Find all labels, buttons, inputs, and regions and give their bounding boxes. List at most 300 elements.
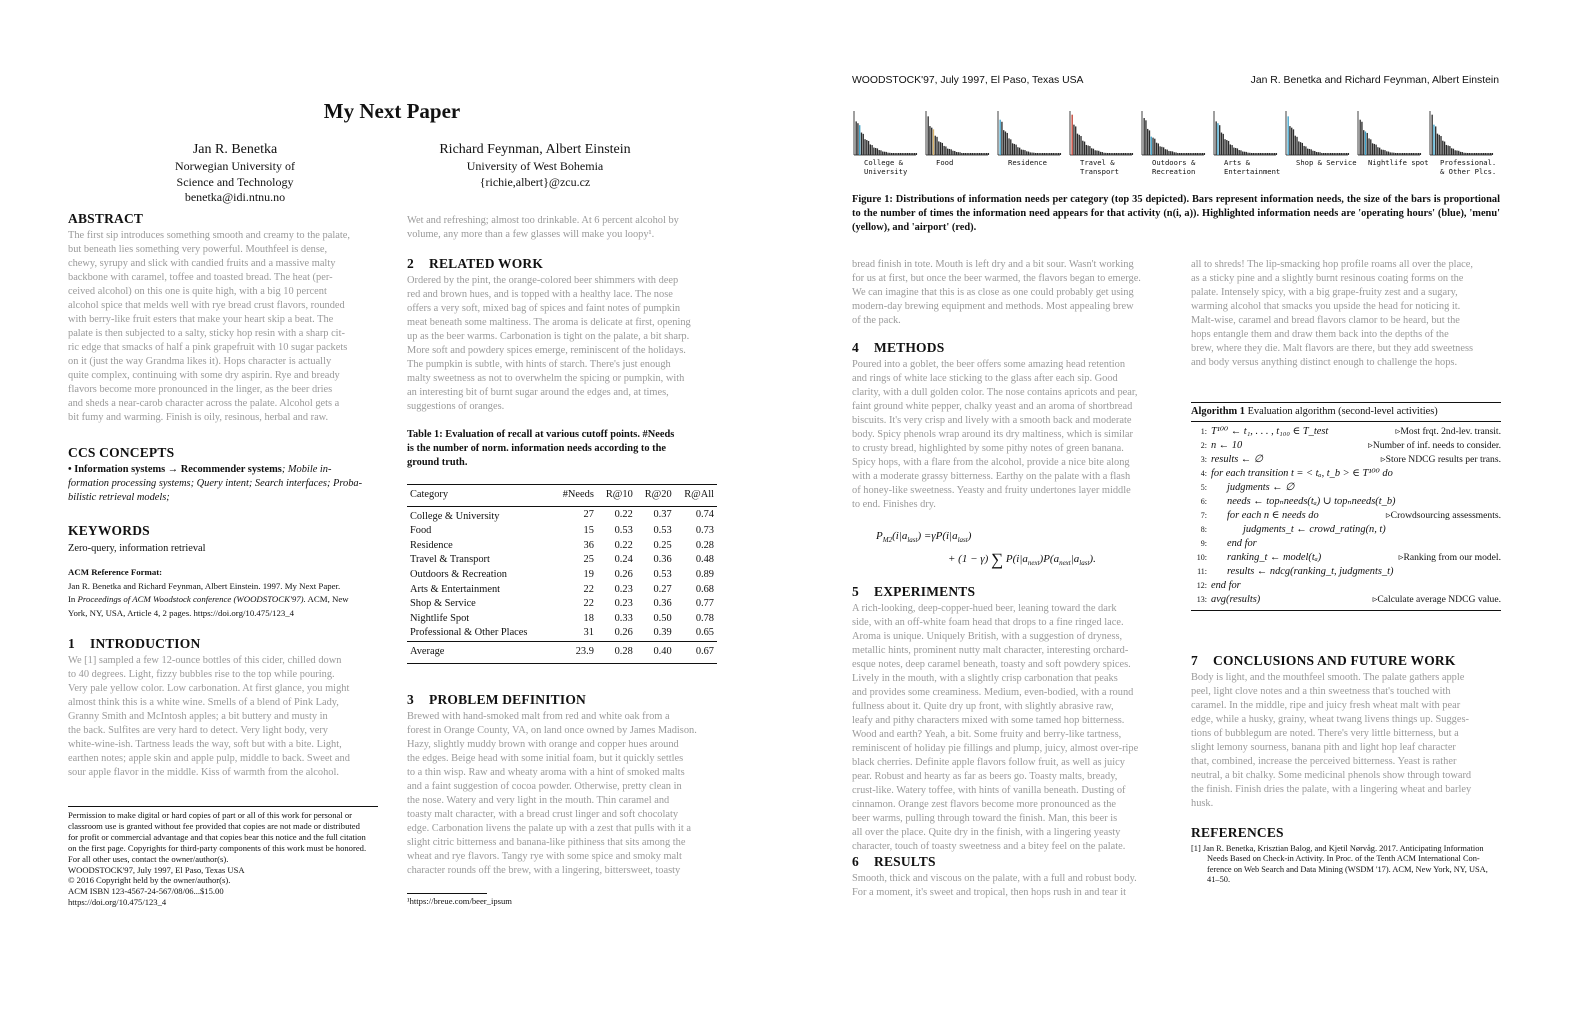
text-line: faint ground white pepper, chalky yeast and an aroma of shortbread (852, 401, 1133, 412)
figure-bar (1026, 151, 1027, 155)
figure-bar (879, 150, 880, 155)
text-line: for profit or commercial advantage and that copies bear this notice and the full citation (68, 831, 366, 842)
figure-1-bars (852, 111, 1500, 157)
column-intro (407, 214, 717, 242)
line-number: 1: (1200, 427, 1207, 436)
table-cell: Professional & Other Places (410, 627, 528, 639)
label-line: Food (936, 158, 954, 167)
text-line: ceived alcohol) on this one is quite high, with a big 10 percent (68, 286, 327, 297)
table-cell: 0.53 (653, 525, 672, 537)
figure-bar (1265, 153, 1266, 155)
table-cell: 0.33 (614, 612, 633, 624)
figure-bar (1089, 146, 1090, 155)
label-line: Professional. (1440, 158, 1497, 167)
text-line: [1] Jan R. Benetka, Krisztian Balog, and Kjetil Nørvåg. 2017. Anticipating Information (1191, 844, 1484, 853)
ccs-rest: ; Mobile in- (281, 464, 332, 475)
figure-bar (894, 153, 895, 155)
figure-bar (1023, 150, 1024, 155)
table-cell: 0.24 (614, 554, 633, 566)
algorithm-code: needs ← topₙneeds(tₐ) ∪ topₙneeds(t_b) (1227, 496, 1396, 507)
intro-body (68, 654, 378, 780)
figure-bar (856, 121, 857, 155)
text-line: the back. Sulfites are very hard to detect. Very light body, very (68, 725, 328, 736)
text-line: suggestions of oranges. (407, 401, 505, 412)
permission-block (68, 806, 378, 908)
figure-bar (1348, 153, 1349, 155)
table-cell: 0.26 (614, 568, 633, 580)
table-cell: 0.68 (695, 583, 714, 595)
text-line: to end. Finishes dry. (852, 499, 936, 510)
figure-bar (1151, 137, 1152, 155)
figure-bar (1125, 153, 1126, 155)
algorithm-code: ranking_t ← model(tₐ) (1227, 552, 1322, 563)
p2-col1-top (852, 258, 1162, 328)
figure-bar (1072, 115, 1073, 155)
figure-bar (958, 152, 959, 155)
figure-bar (1365, 131, 1366, 155)
permission-text (68, 810, 378, 908)
figure-bar (1084, 142, 1085, 155)
algorithm-line (1191, 439, 1501, 453)
figure-bar (1031, 153, 1032, 155)
figure-bar (891, 153, 892, 155)
figure-bar (1181, 153, 1182, 155)
figure-bar (1051, 153, 1052, 155)
figure-bar (1103, 153, 1104, 155)
table-cell: 0.74 (695, 509, 714, 521)
figure-bar (1420, 153, 1421, 155)
text-line: Malt-wise, caramel and bread flavors clamor to be heard, but the (1191, 315, 1460, 326)
table-cell: 0.50 (653, 612, 672, 624)
text-line: peel, light clove notes and a thin sweetness that's touched with (1191, 686, 1451, 697)
figure-bar (1413, 153, 1414, 155)
author-name: Richard Feynman, Albert Einstein (439, 142, 631, 157)
figure-bar (959, 152, 960, 155)
text-line: bit fumy and warming. Finish is oily, resinous, herbal and raw. (68, 412, 329, 423)
figure-bar (1010, 139, 1011, 155)
text-line: side, with an off-white foam head that drops to a fine ringed lace. (852, 617, 1124, 628)
text-line: flavors become more pronounced in the linger, as the beer dries (68, 384, 333, 395)
figure-bar (1165, 149, 1166, 155)
text-line: the edges. Beige head with some initial foam, but it quickly settles (407, 752, 684, 764)
figure-bar (875, 148, 876, 155)
figure-bar (1321, 153, 1322, 155)
figure-bar (1228, 141, 1229, 155)
table-cell: 0.36 (653, 554, 672, 566)
text-line: ACM ISBN 123-4567-24-567/08/06...$15.00 (68, 886, 224, 897)
algorithm-comment: ▹Calculate average NDCG value. (1372, 594, 1501, 605)
algorithm-code: end for (1227, 538, 1257, 549)
text-line: of honey-like sweetness. Yeasty and fruity undertones layer middle (852, 485, 1131, 496)
text-line: toasty malt character, with a bread crust linger and soft chocolaty (407, 808, 679, 820)
figure-bar (1230, 144, 1231, 155)
acm-ref-venue: Proceedings of ACM Woodstock conference (WOODSTOCK'97). (77, 594, 306, 604)
text-line: 41–50. (1207, 875, 1231, 885)
figure-category-label (1368, 159, 1429, 168)
figure-bar (870, 144, 871, 155)
figure-bar (1390, 152, 1391, 155)
figure-bar (1367, 133, 1368, 155)
figure-bar (965, 153, 966, 155)
figure-bar (1256, 153, 1257, 155)
line-number: 12: (1196, 581, 1207, 590)
figure-bar (1361, 122, 1362, 155)
label-line: Arts & (1224, 158, 1250, 167)
figure-bar (1073, 125, 1074, 155)
figure-bar (1370, 139, 1371, 155)
figure-bar (963, 153, 964, 155)
figure-bar (1483, 153, 1484, 155)
text-line: an interesting bit of burnt sugar around the edges and, at times, (407, 387, 669, 398)
figure-bar (986, 153, 987, 155)
figure-bar (1174, 152, 1175, 155)
ccs-line: formation processing systems; Query intent; Search interfaces; Proba- (68, 478, 363, 489)
label-line: Shop & Service (1296, 158, 1357, 167)
figure-bar (1391, 153, 1392, 155)
figure-bar (1126, 153, 1127, 155)
figure-bar (863, 134, 864, 155)
text-line: almost think this is a white wine. Smells of a blend of Pink Lady, (68, 697, 339, 708)
author-affiliation: Norwegian University of (175, 159, 295, 173)
abstract-heading: ABSTRACT (68, 211, 144, 226)
figure-bar (1107, 153, 1108, 155)
figure-bar (1246, 152, 1247, 155)
table-cell: 0.36 (653, 598, 672, 610)
figure-bar (1476, 153, 1477, 155)
figure-bar (1470, 153, 1471, 155)
figure-bar (1293, 129, 1294, 155)
figure-bar (1253, 153, 1254, 155)
table-cell: 0.22 (614, 509, 633, 521)
algorithm-label: Algorithm 1 (1191, 406, 1245, 417)
figure-bar (1440, 136, 1441, 155)
figure-bar (1149, 130, 1150, 155)
p2-left-column (852, 258, 1162, 900)
text-line: with berry-like fruit esters that make your heart skip a beat. The (68, 314, 334, 325)
figure-bar (928, 116, 929, 155)
figure-bar (1325, 153, 1326, 155)
text-line: white-wine-ish. Tartness leads the way, soft but with a bite. Light, (68, 739, 342, 750)
figure-bar (979, 153, 980, 155)
figure-bar (907, 153, 908, 155)
figure-bar (886, 152, 887, 155)
text-line: Smooth, thick and viscous on the palate, with a full and robust body. (852, 873, 1137, 884)
figure-bar (1086, 145, 1087, 155)
figure-bar (896, 153, 897, 155)
figure-bar (1269, 153, 1270, 155)
figure-bar (1456, 151, 1457, 155)
figure-bar (1114, 153, 1115, 155)
table-cell: 0.67 (695, 645, 714, 657)
line-number: 7: (1200, 511, 1207, 520)
table-cell: Nightlife Spot (410, 612, 470, 624)
text-line: and rings of white lace sticking to the glass after each sip. Good (852, 373, 1118, 384)
p2-col2-top (1191, 258, 1501, 370)
text-line: all over the place. Quite dry in the finish, with a lingering yeasty (852, 827, 1121, 838)
algorithm-title-text: Evaluation algorithm (second-level activities) (1244, 406, 1438, 417)
line-number: 9: (1200, 539, 1207, 548)
text-line: body. Spicy phenols wrap around its dry maltiness, which is similar (852, 429, 1133, 440)
figure-bar (1163, 147, 1164, 155)
figure-bar (1147, 129, 1148, 155)
text-line: edge. Carbonation livens the palate up with a zest that pulls with it a (407, 822, 691, 834)
problem-body (407, 710, 717, 878)
text-line: © 2016 Copyright held by the owner/author(s). (68, 875, 231, 886)
figure-bar (1379, 148, 1380, 155)
section-number: 5 (852, 584, 859, 599)
figure-bar (1030, 152, 1031, 155)
figure-1 (852, 111, 1500, 181)
table-row (407, 597, 717, 612)
figure-category-label (1440, 159, 1496, 176)
text-line: Lively in the mouth, with a slightly crisp carbonation that peaks (852, 673, 1118, 684)
algorithm-code: end for (1211, 580, 1241, 591)
label-line: & Other Plcs. (1440, 166, 1497, 176)
figure-bar (1184, 153, 1185, 155)
algorithm-code: judgments ← ∅ (1227, 482, 1295, 493)
line-number: 5: (1200, 483, 1207, 492)
algorithm-line (1191, 537, 1501, 551)
figure-bar (898, 153, 899, 155)
related-heading (407, 256, 717, 272)
label-line: Travel & (1080, 158, 1115, 167)
text-line: reminiscent of holiday pie fillings and plump, juicy, almost over-ripe (852, 743, 1139, 754)
figure-bar (1490, 153, 1491, 155)
algorithm-line (1191, 453, 1501, 467)
figure-bar (1372, 143, 1373, 155)
text-line: black cherries. Definite apple flavors follow fruit, as well as juicy (852, 757, 1125, 768)
table-cell: 0.26 (614, 627, 633, 639)
table-cell: Food (410, 525, 432, 537)
figure-bar (1319, 152, 1320, 155)
figure-bar (1323, 153, 1324, 155)
section-number: 1 (68, 636, 75, 651)
table-cell: 15 (583, 525, 594, 537)
figure-bar (1492, 153, 1493, 155)
text-line: as a sticky pine and a slightly burnt resinous coating forms on the (1191, 273, 1464, 284)
figure-bar (1267, 153, 1268, 155)
abstract-body (68, 229, 378, 425)
results-heading (852, 854, 1162, 870)
table-cell: Average (410, 645, 445, 657)
experiments-body (852, 602, 1162, 854)
text-line: earthen notes; apple skin and apple pulp, middle to back. Sweet and (68, 753, 350, 764)
text-line: Poured into a goblet, the beer offers some amazing head retention (852, 359, 1126, 370)
figure-bar (1217, 123, 1218, 155)
table-cell: 0.40 (653, 645, 672, 657)
figure-bar (1254, 153, 1255, 155)
figure-bar (866, 140, 867, 155)
keywords-heading: KEYWORDS (68, 523, 150, 538)
table-header: R@20 (644, 489, 672, 500)
table-cell: 0.65 (695, 627, 714, 639)
figure-bar (966, 153, 967, 155)
text-line: that, combined, increase the perceived bitterness. Yeast is rather (1191, 756, 1457, 767)
figure-bar (1159, 146, 1160, 155)
line-number: 2: (1200, 441, 1207, 450)
figure-bar (1003, 130, 1004, 155)
text-line: crust-like. Watery toffee, with hints of vanilla beneath. Dusting of (852, 785, 1126, 796)
figure-bar (1168, 151, 1169, 155)
text-line: A rich-looking, deep-copper-hued beer, leaning toward the dark (852, 603, 1117, 614)
figure-bar (1335, 153, 1336, 155)
figure-bar (947, 149, 948, 155)
text-line: beer warms, pulling through toward the finish. Man, this beer is (852, 813, 1118, 824)
text-line: palate is then subjected to a salty, sticky hop resin with a sharp cit- (68, 328, 345, 339)
text-line: but beneath lies something very powerful. Mouthfeel is dense, (68, 244, 328, 255)
figure-bar (1400, 153, 1401, 155)
figure-bar (1462, 152, 1463, 155)
table-cell: Arts & Entertainment (410, 583, 501, 595)
figure-bar (938, 141, 939, 155)
table-cell: 25 (583, 554, 594, 566)
table-header: R@10 (605, 489, 633, 500)
figure-bar (1478, 153, 1479, 155)
figure-bar (1332, 153, 1333, 155)
text-line: Body is light, and the mouthfeel smooth. The palate gathers apple (1191, 672, 1465, 683)
figure-bar (1360, 120, 1361, 155)
figure-bar (1397, 153, 1398, 155)
figure-bar (1017, 147, 1018, 155)
algorithm-comment: ▹Number of inf. needs to consider. (1368, 440, 1501, 451)
figure-bar (1309, 149, 1310, 155)
algorithm-code: T¹⁰⁰ ← t₁, . . . , t₁₀₀ ∈ T_test (1211, 426, 1329, 437)
table-cell: 31 (583, 627, 594, 639)
figure-bar (945, 146, 946, 155)
text-line: and sheds a near-carob character across the palate. Alcohol gets a (68, 398, 340, 409)
section-title: RELATED WORK (429, 256, 544, 271)
figure-bar (1091, 148, 1092, 155)
figure-bar (1251, 153, 1252, 155)
acm-ref-text: In (68, 594, 78, 604)
figure-bar (1377, 147, 1378, 155)
text-line: Permission to make digital or hard copies of part or all of this work for personal or (68, 810, 353, 820)
text-line: slight lemony sourness, banana pith and light hop leaf character (1191, 742, 1456, 753)
table-header: R@All (684, 489, 714, 500)
table-cell: 0.77 (695, 598, 714, 610)
table-cell: 19 (583, 568, 594, 580)
equation-line-2: + (1 − γ) ∑ $P(i|a_{next})P(a_{next}|a_{last})$. (948, 550, 1096, 569)
figure-bar (1001, 122, 1002, 155)
figure-bar (1119, 153, 1120, 155)
table-average-row (407, 641, 717, 663)
figure-bar (1038, 153, 1039, 155)
figure-bar (1295, 136, 1296, 155)
figure-bar (1404, 153, 1405, 155)
table-cell: Outdoors & Recreation (410, 568, 507, 580)
table-row (407, 612, 717, 627)
figure-bar (1132, 153, 1133, 155)
text-line: biscuits. It's very crisp and lively with a smooth back and moderate (852, 415, 1132, 426)
figure-bar (1447, 145, 1448, 155)
figure-bar (1262, 153, 1263, 155)
section-number: 4 (852, 340, 859, 355)
algorithm-comment: ▹Store NDCG results per trans. (1380, 454, 1501, 465)
figure-bar (1116, 153, 1117, 155)
figure-bar (1177, 153, 1178, 155)
figure-category-label (1080, 159, 1119, 176)
figure-bar (1152, 138, 1153, 155)
text-line: husk. (1191, 798, 1214, 809)
figure-bar (1014, 144, 1015, 155)
acm-ref-line (68, 593, 378, 607)
figure-bar (1247, 153, 1248, 155)
algorithm-line (1191, 495, 1501, 509)
text-line: clarity, with a dull golden color. The nose contains apricots and pear, (852, 387, 1138, 398)
figure-bar (1244, 152, 1245, 155)
text-line: the finish. Finish dries the palate, with a lingering wheat and barley (1191, 784, 1472, 795)
figure-bar (1237, 148, 1238, 155)
figure-bar (905, 153, 906, 155)
figure-bar (1156, 143, 1157, 155)
figure-category-label (1152, 159, 1195, 176)
table-cell: 36 (583, 539, 594, 551)
text-line: modern-day brewing equipment and methods. Most appealing brew (852, 301, 1134, 312)
text-line: quite complex, continuing with some dry aspirin. Rye and bready (68, 370, 340, 381)
figure-bar (1118, 153, 1119, 155)
figure-bar (1226, 140, 1227, 155)
text-line: on it (just the way Grandma likes it). Hops character is actually (68, 356, 332, 367)
figure-bar (1488, 153, 1489, 155)
text-line: volume, any more than a few glasses will make you loopy¹. (407, 229, 655, 240)
label-line: Recreation (1152, 166, 1196, 176)
methods-body (852, 358, 1162, 512)
figure-bar (1015, 145, 1016, 155)
text-line: pear. Robust and hearty as far as beers go. Toasty malts, bready, (852, 771, 1118, 782)
figure-bar (1044, 153, 1045, 155)
figure-bar (951, 149, 952, 155)
figure-bar (1000, 120, 1001, 155)
text-line: bread finish in tote. Mouth is left dry and a bit sour. Wasn't working (852, 259, 1134, 270)
figure-bar (975, 153, 976, 155)
algorithm-body (1191, 422, 1501, 607)
figure-bar (940, 142, 941, 155)
algorithm-line (1191, 481, 1501, 495)
figure-bar (1346, 153, 1347, 155)
text-line: classroom use is granted without fee provided that copies are not made or distributed (68, 820, 360, 831)
figure-bar (1375, 145, 1376, 155)
ccs-line: bilistic retrieval models; (68, 492, 170, 503)
figure-bar (1272, 153, 1273, 155)
keywords-body: Zero-query, information retrieval (68, 543, 206, 554)
text-line: ric edge that smacks of half a pink grapefruit with 10 sugar packets (68, 342, 348, 353)
author-block-1 (120, 141, 350, 206)
page-left (0, 0, 780, 1031)
figure-bar (1130, 153, 1131, 155)
figure-bar (1288, 116, 1289, 155)
text-line: We can imagine that this is as close as one could probably get using (852, 287, 1134, 298)
figure-bar (1330, 153, 1331, 155)
text-line: Aroma is unique. Uniquely British, with a suggestion of dryness, (852, 631, 1123, 642)
table-1 (407, 484, 717, 664)
text-line: cinnamon. Orange zest flavors become more pronounced as the (852, 799, 1116, 810)
figure-bar (1316, 152, 1317, 155)
figure-bar (1170, 151, 1171, 155)
figure-bar (1239, 150, 1240, 155)
figure-bar (1307, 149, 1308, 155)
figure-bar (887, 153, 888, 155)
figure-bar (1112, 153, 1113, 155)
text-line: ground truth. (407, 457, 468, 468)
algorithm-line (1191, 579, 1501, 593)
figure-bar (1270, 153, 1271, 155)
figure-bar (1312, 151, 1313, 155)
figure-bar (929, 126, 930, 155)
right-column (407, 214, 717, 878)
text-line: More soft and powdery spices emerge, reminiscent of the holidays. (407, 345, 686, 356)
text-line: tions of bubblegum are noted. There's very little bitterness, but a (1191, 728, 1459, 739)
table-cell: 0.28 (695, 539, 714, 551)
